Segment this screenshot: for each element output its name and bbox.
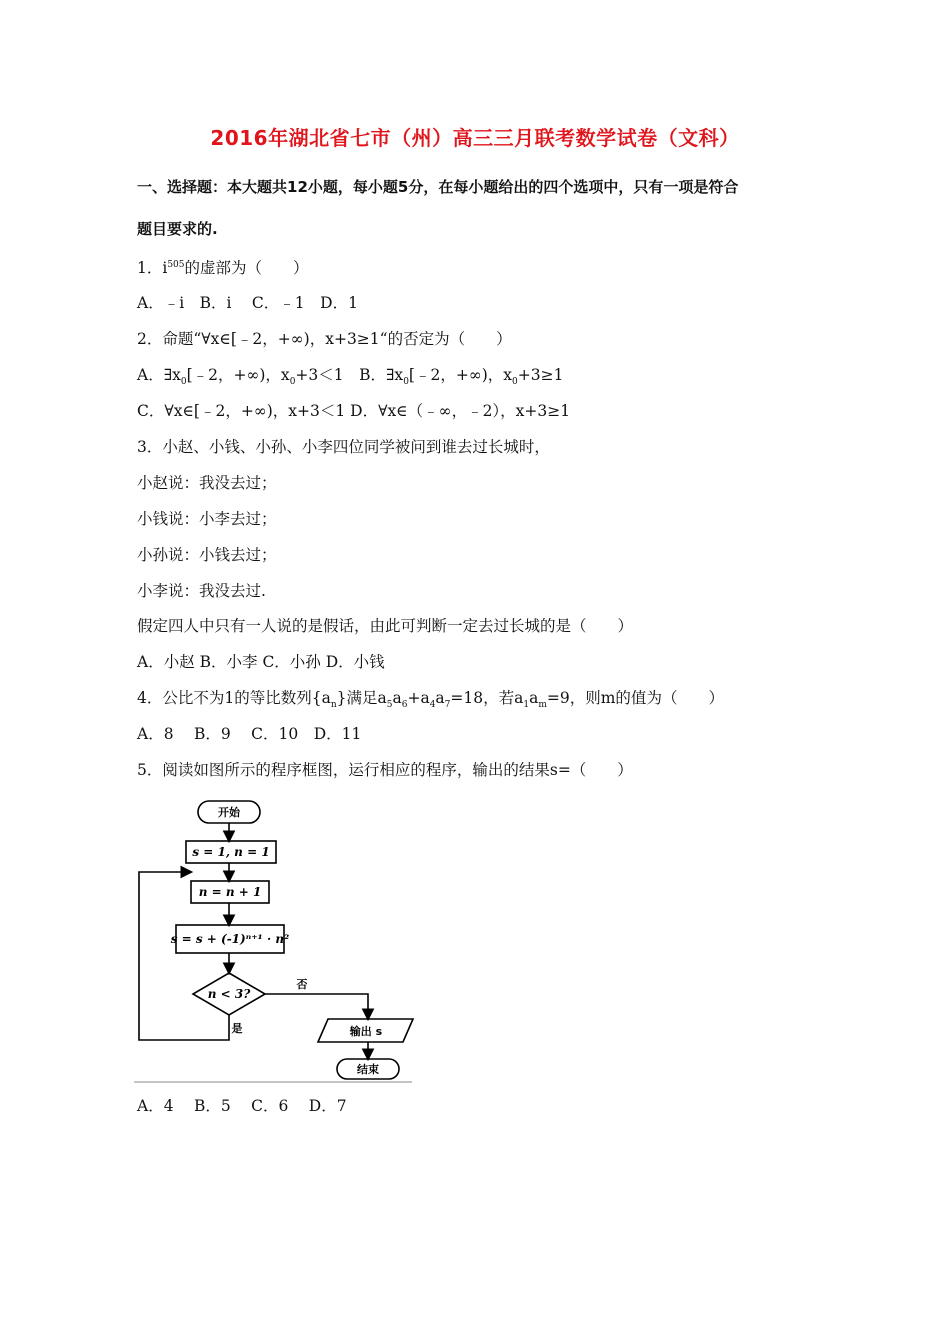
q2-opt-b-post: +3≥1 <box>517 366 564 384</box>
q4-sub-5: 5 <box>386 700 393 711</box>
flowchart-step-label: n = n + 1 <box>198 885 262 899</box>
q4-plus: +a <box>407 689 430 707</box>
question-4-stem <box>137 686 724 710</box>
question-3-statement-3: 小孙说：小钱去过； <box>137 546 277 564</box>
question-5-stem: 5．阅读如图所示的程序框图，运行相应的程序，输出的结果s=（ ） <box>137 761 633 779</box>
flowchart-yes-label: 是 <box>231 1022 243 1035</box>
flowchart <box>130 796 430 1086</box>
question-1-stem <box>137 256 309 278</box>
flowchart-init-label: s = 1, n = 1 <box>192 845 270 859</box>
section-heading-line1: 一、选择题：本大题共12小题，每小题5分，在每小题给出的四个选项中，只有一项是符合 <box>137 178 739 196</box>
q4-sub-4: 4 <box>429 700 436 711</box>
q4-sub-1: 1 <box>523 700 530 711</box>
q4-part2: }满足a <box>336 689 387 707</box>
question-3-statement-2: 小钱说：小李去过； <box>137 510 277 528</box>
q2-opt-a-pre: A．∃x <box>137 366 181 384</box>
question-3-statement-4: 小李说：我没去过. <box>137 582 266 600</box>
question-3-ask: 假定四人中只有一人说的是假话，由此可判断一定去过长城的是（ ） <box>137 617 634 635</box>
q2-opt-b-sub: 0 <box>403 377 409 388</box>
question-4-options: A．8 B．9 C．10 D．11 <box>137 725 362 743</box>
question-3-statement-1: 小赵说：我没去过； <box>137 474 277 492</box>
q4-a7: a <box>435 689 445 707</box>
flowchart-condition-label: n < 3? <box>207 987 251 1001</box>
q2-opt-a-mid: [﹣2，+∞)，x <box>186 366 290 384</box>
q4-sub-6: 6 <box>401 700 408 711</box>
q2-opt-b-sub2: 0 <box>512 377 518 388</box>
q4-sub-n: n <box>330 700 337 711</box>
q4-part4: =9，则m的值为（ ） <box>546 689 724 707</box>
page-title: 2016年湖北省七市（州）高三三月联考数学试卷（文科） <box>210 126 740 150</box>
flowchart-end-label: 结束 <box>357 1063 379 1076</box>
flowchart-no-label: 否 <box>296 978 308 991</box>
q4-sub-7: 7 <box>444 700 451 711</box>
question-5-options: A．4 B．5 C．6 D．7 <box>137 1097 347 1115</box>
question-2-stem: 2．命题“∀x∈[﹣2，+∞)，x+3≥1“的否定为（ ） <box>137 330 512 348</box>
question-3-stem: 3．小赵、小钱、小孙、小李四位同学被问到谁去过长城时， <box>137 438 550 456</box>
flowchart-start-label: 开始 <box>218 806 240 819</box>
question-2-options-ab <box>137 363 563 387</box>
section-heading-line2: 题目要求的. <box>137 220 218 238</box>
q4-a6: a <box>392 689 402 707</box>
q2-opt-a-sub: 0 <box>180 377 187 388</box>
q4-part3: =18，若a <box>450 689 524 707</box>
question-3-options: A．小赵 B．小李 C．小孙 D．小钱 <box>137 653 385 671</box>
q4-sub-m: m <box>538 700 547 711</box>
question-2-options-cd: C．∀x∈[﹣2，+∞)，x+3＜1 D．∀x∈（﹣∞，﹣2），x+3≥1 <box>137 402 571 420</box>
q4-part1: 4．公比不为1的等比数列{a <box>137 689 331 707</box>
q2-opt-a-sub2: 0 <box>289 377 296 388</box>
flowchart-update-label: s = s + (-1)ⁿ⁺¹ · n² <box>170 932 290 946</box>
q2-opt-b-mid: [﹣2，+∞)，x <box>408 366 513 384</box>
q1-exponent: 505 <box>167 259 185 270</box>
q1-text-tail: 的虚部为（ ） <box>184 259 309 277</box>
q2-opt-a-post: +3＜1 B．∃x <box>295 366 404 384</box>
q4-am: a <box>529 689 539 707</box>
flowchart-output-label: 输出 s <box>349 1025 383 1038</box>
question-1-options: A．﹣i B．i C．﹣1 D．1 <box>137 294 358 312</box>
q1-text: 1．i <box>137 259 168 277</box>
